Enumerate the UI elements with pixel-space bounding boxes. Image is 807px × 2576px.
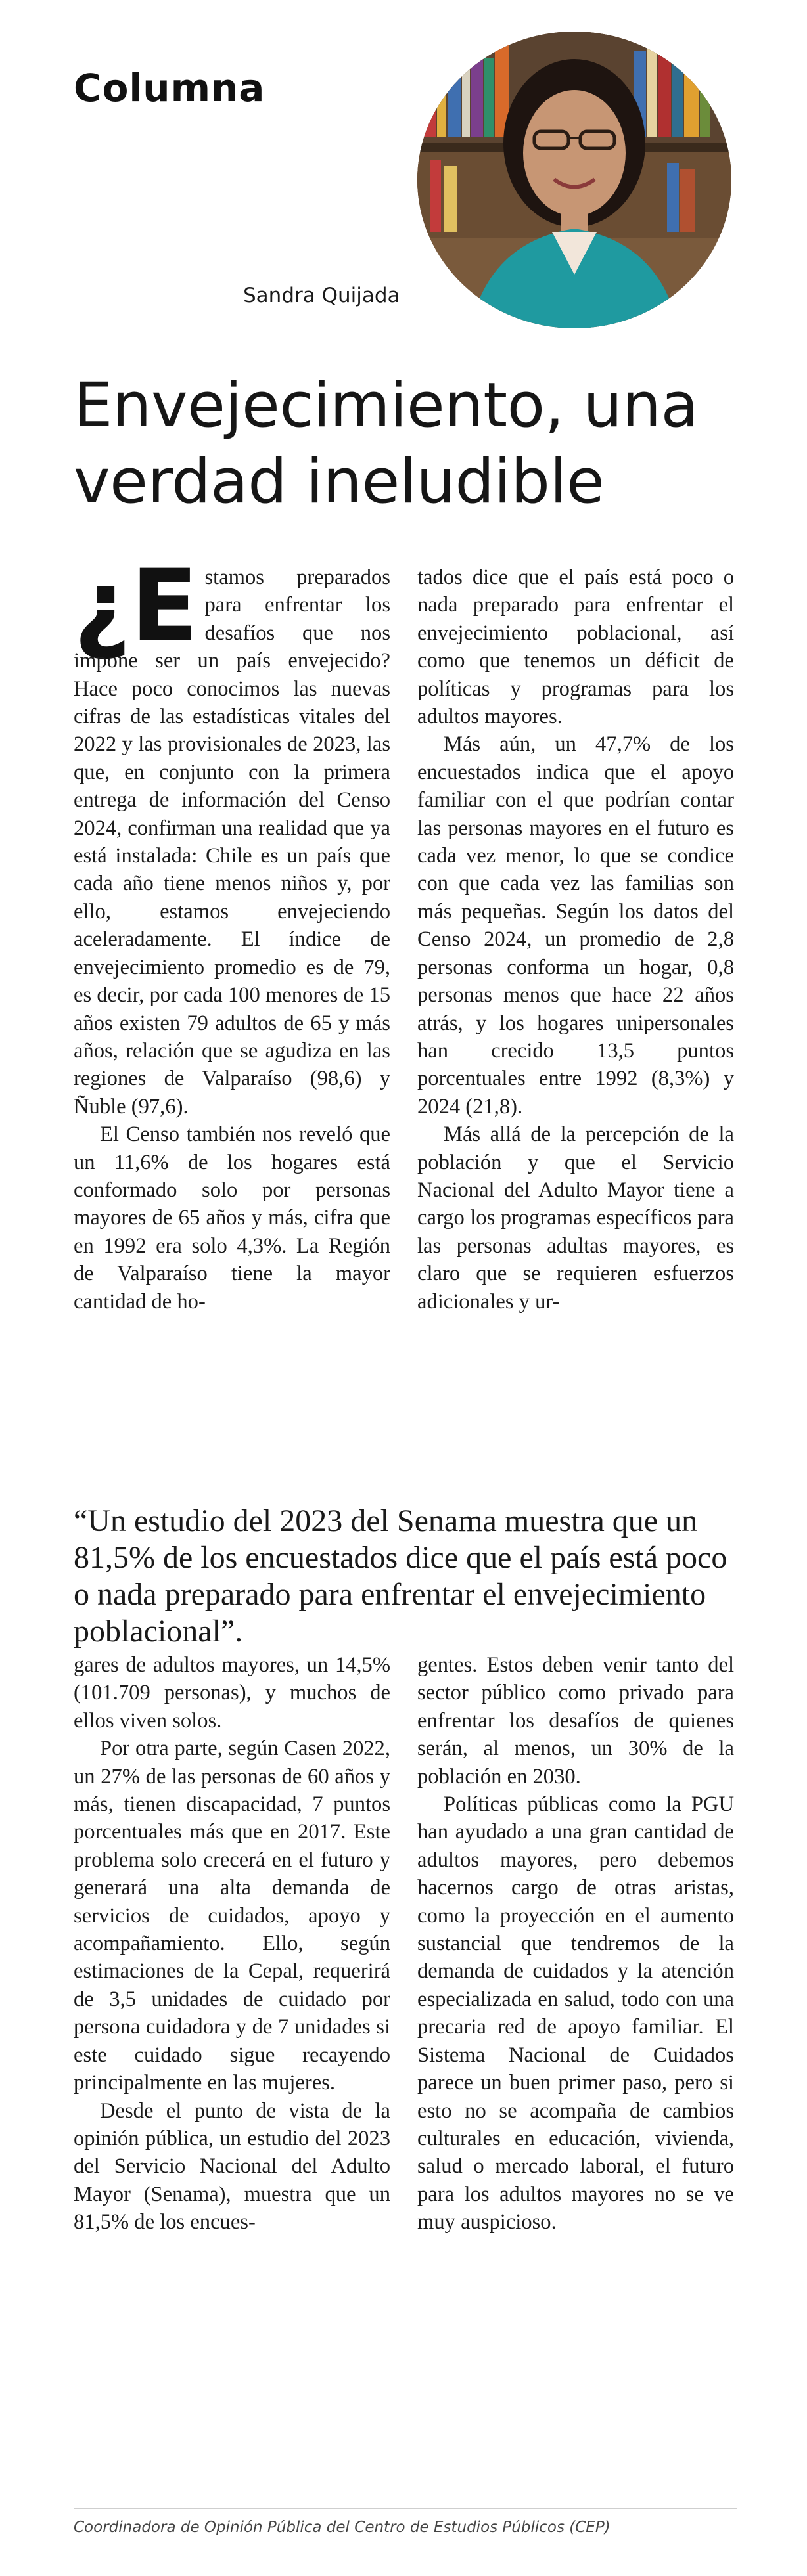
- body-paragraph: [74, 549, 390, 1121]
- drop-cap: ¿E: [74, 549, 198, 663]
- author-credit: Coordinadora de Opinión Pública del Centro de Estudios Públicos (CEP): [74, 2519, 611, 2536]
- body-column-1: [74, 549, 390, 1316]
- body-paragraph: gentes. Estos deben venir tanto del sector público como privado para enfrentar los desafíos de quienes serán, al menos, un 30% de la población en 2030.: [417, 1653, 734, 1788]
- body-paragraph: Políticas públicas como la PGU han ayudado a una gran cantidad de adultos mayores, pero debemos hacernos cargo de otras aristas, como la proyección en el aumento sustancial que tendremos de la demanda de cuidados y la atención especializada en salud, todo con una precaria red de apoyo familiar. El Sistema Nacional de Cuidados parece un buen primer paso, pero si esto no se acompaña de cambios culturales en educación, vivienda, salud o mercado laboral, el futuro para los adultos mayores no se ve muy auspicioso.: [417, 1792, 734, 2234]
- pull-quote: “Un estudio del 2023 del Senama muestra que un 81,5% de los encuestados dice que el país está poco o nada preparado para enfrentar el envejecimiento poblacional”.: [74, 1503, 727, 1649]
- body-column-3: [74, 1651, 390, 2236]
- body-column-2: [417, 564, 734, 1316]
- footer-divider: [74, 2508, 737, 2509]
- body-paragraph: El Censo también nos reveló que un 11,6% de los hogares está conformado solo por personas mayores de 65 años y más, cifra que en 1992 era solo 4,3%. La Región de Valparaíso tiene la mayor cantidad de ho-: [74, 1122, 390, 1314]
- body-paragraph: Por otra parte, según Casen 2022, un 27% de las personas de 60 años y más, tienen discapacidad, 7 puntos porcentuales más que en 2017. Este problema solo crecerá en el futuro y generará una alta demanda de servicios de cuidados, apoyo y acompañamiento. Ello, según estimaciones de la Cepal, requerirá de 3,5 unidades de cuidado por persona cuidadora y de 7 unidades si este cuidado sigue recayendo principalmente en las mujeres.: [74, 1737, 390, 2095]
- body-paragraph: Más aún, un 47,7% de los encuestados indica que el apoyo familiar con el que podrían contar las personas mayores en el futuro es cada vez menor, lo que se condice con que cada vez las familias son más pequeñas. Según los datos del Censo 2024, un promedio de 2,8 personas conforma un hogar, 0,8 personas menos que hace 22 años atrás, y los hogares unipersonales han crecido 13,5 puntos porcentuales entre 1992 (8,3%) y 2024 (21,8).: [417, 732, 734, 1119]
- author-name: Sandra Quijada: [243, 284, 400, 307]
- author-photo: [417, 32, 731, 328]
- headline: Envejecimiento, una verdad ineludible: [74, 370, 699, 518]
- body-paragraph: gares de adultos mayores, un 14,5% (101.709 personas), y muchos de ellos viven solos.: [74, 1653, 390, 1733]
- body-text: stamos preparados para enfrentar los desafíos que nos impone ser un país envejecido? Hace poco conocimos las nuevas cifras de las estadísticas vitales del 2022 y las provisionales de 2023, las que, en conjunto con la primera entrega de información del Censo 2024, confirman una realidad que ya está instalada: Chile es un país que cada año tiene menos niños y, por ello, estamos envejeciendo aceleradamente. El índice de envejecimiento promedio es de 79, es decir, por cada 100 menores de 15 años existen 79 adultos de 65 y más años, relación que se agudiza en las regiones de Valparaíso (98,6) y Ñuble (97,6).: [74, 566, 390, 1119]
- author-portrait-icon: [417, 32, 731, 328]
- body-column-4: [417, 1651, 734, 2236]
- body-paragraph: Desde el punto de vista de la opinión pública, un estudio del 2023 del Servicio Nacional del Adulto Mayor (Senama), muestra que un 81,5% de los encues-: [74, 2099, 390, 2234]
- body-paragraph: Más allá de la percepción de la población y que el Servicio Nacional del Adulto Mayor tiene a cargo los programas específicos para las personas adultas mayores, es claro que se requieren esfuerzos adicionales y ur-: [417, 1122, 734, 1314]
- body-paragraph: tados dice que el país está poco o nada preparado para enfrentar el envejecimiento poblacional, así como que tenemos un déficit de políticas y programas para los adultos mayores.: [417, 566, 734, 729]
- section-label: Columna: [74, 66, 265, 110]
